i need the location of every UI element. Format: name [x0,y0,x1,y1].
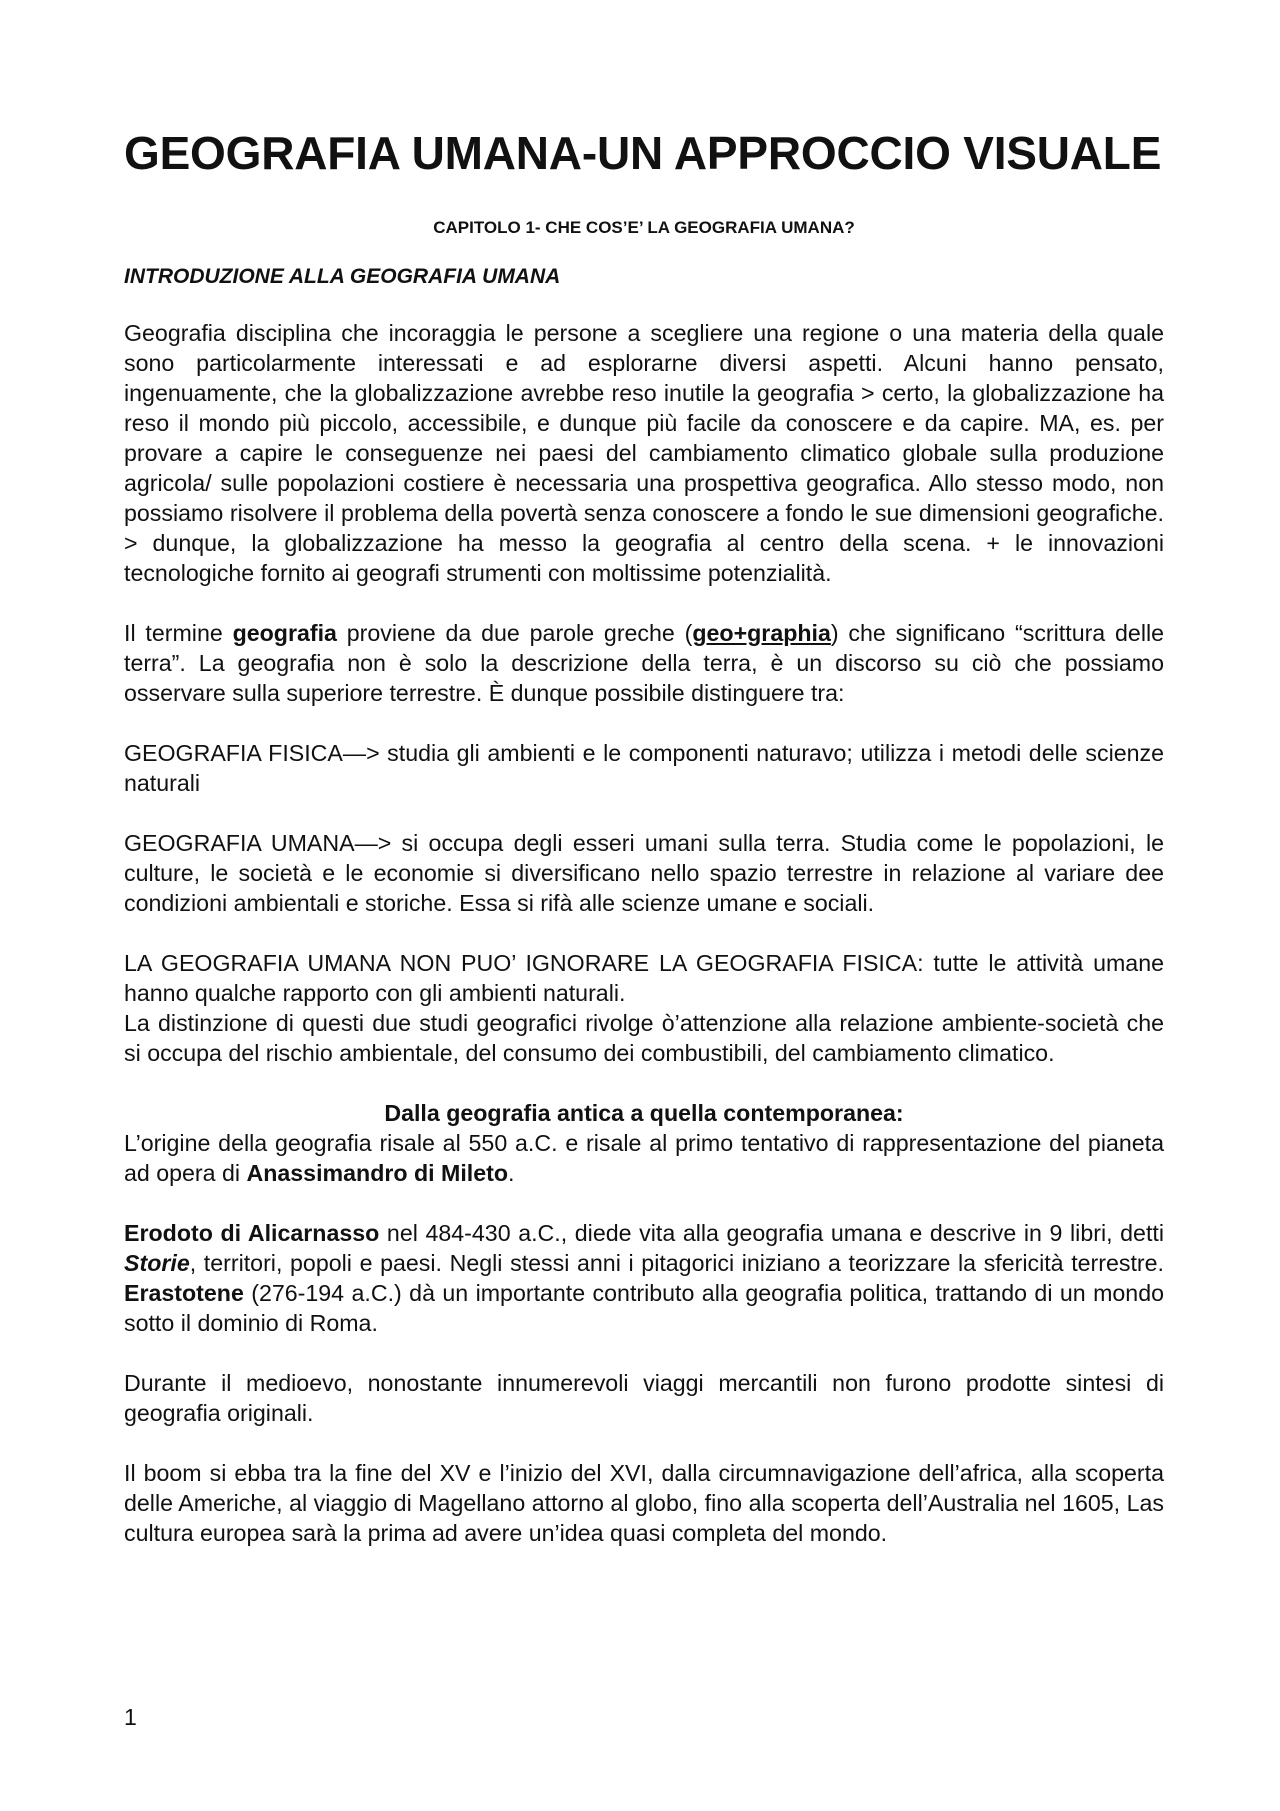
document-title: GEOGRAFIA UMANA-UN APPROCCIO VISUALE [124,127,1162,179]
paragraph-geografia-fisica: GEOGRAFIA FISICA—> studia gli ambienti e le componenti naturavo; utilizza i metodi delle scienze naturali [124,740,1164,796]
text-run: , territori, popoli e paesi. Negli stessi anni i pitagorici iniziano a teorizzare la sfericità terrestre. [189,1250,1164,1276]
text-run: (276-194 a.C.) dà un importante contributo alla geografia politica, trattando di un mondo sotto il dominio di Roma. [124,1280,1164,1336]
bold-term-geografia: geografia [232,620,337,646]
paragraph-origin [124,1128,1164,1188]
paragraph-erodoto [124,1218,1164,1338]
text-run: nel 484-430 a.C., diede vita alla geografia umana e descrive in 9 libri, detti [379,1220,1164,1246]
paragraph-geografia-umana: GEOGRAFIA UMANA—> si occupa degli esseri umani sulla terra. Studia come le popolazioni, le culture, le società e le economie si diversificano nello spazio terrestre in relazione al variare dee condizioni ambientali e storiche. Essa si rifà alle scienze umane e sociali. [124,830,1164,916]
subheading-history: Dalla geografia antica a quella contemporanea: [384,1100,904,1126]
paragraph-distinction: La distinzione di questi due studi geografici rivolge ò’attenzione alla relazione ambiente-società che si occupa del rischio ambientale, del consumo dei combustibili, del cambiamento climatico. [124,1010,1164,1066]
text-run: L’origine della geografia risale al 550 a.C. e risale al primo tentativo di rappresentazione del pianeta ad opera di [124,1130,1164,1186]
text-run: proviene da due parole greche ( [336,620,693,646]
paragraph-medioevo: Durante il medioevo, nonostante innumerevoli viaggi mercantili non furono prodotte sintesi di geografia originali. [124,1370,1164,1426]
text-run: . [508,1160,515,1186]
bold-name-erastotene: Erastotene [124,1280,244,1306]
bold-underlined-etymology: geo+graphia [692,620,831,646]
paragraph-intro: Geografia disciplina che incoraggia le persone a scegliere una regione o una materia della quale sono particolarmente interessati e ad esplorarne diversi aspetti. Alcuni hanno pensato, ingenuamente, che la globalizzazione avrebbe reso inutile la geografia > certo, la globalizzazione ha reso il mondo più piccolo, accessibile, e dunque più facile da conoscere e da capire. MA, es. per provare a capire le conseguenze nei paesi del cambiamento climatico globale sulla produzione agricola/ sulle popolazioni costiere è necessaria una prospettiva geografica. Allo stesso modo, non possiamo risolvere il problema della povertà senza conoscere a fondo le sue dimensioni geografiche. > dunque, la globalizzazione ha messo la geografia al centro della scena. + le innovazioni tecnologiche fornito ai geografi strumenti con moltissime potenzialità. [124,320,1164,586]
paragraph-relation: LA GEOGRAFIA UMANA NON PUO’ IGNORARE LA GEOGRAFIA FISICA: tutte le attività umane hanno qualche rapporto con gli ambienti naturali. [124,950,1164,1006]
bold-name-anassimandro: Anassimandro di Mileto [246,1160,509,1186]
text-run: Il termine [124,620,233,646]
document-page [124,118,1164,1548]
paragraph-boom: Il boom si ebba tra la fine del XV e l’inizio del XVI, dalla circumnavigazione dell’africa, alla scoperta delle Americhe, al viaggio di Magellano attorno al globo, fino alla scoperta dell’Australia nel 1605, Las cultura europea sarà la prima ad avere un’idea quasi completa del mondo. [124,1460,1164,1546]
page-number: 1 [124,1704,137,1730]
chapter-heading: CAPITOLO 1- CHE COS’E’ LA GEOGRAFIA UMANA? [433,218,855,237]
section-heading: INTRODUZIONE ALLA GEOGRAFIA UMANA [124,265,561,288]
bold-name-erodoto: Erodoto di Alicarnasso [124,1220,380,1246]
bold-italic-storie: Storie [124,1250,190,1276]
text-run: ) che significano “scrittura delle terra”. La geografia non è solo la descrizione della terra, è un discorso su ciò che possiamo osservare sulla superiore terrestre. È dunque possibile distinguere tra: [124,620,1165,706]
paragraph-term-geografia [124,618,1164,708]
